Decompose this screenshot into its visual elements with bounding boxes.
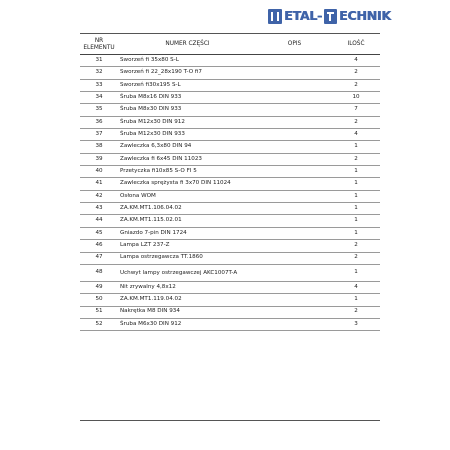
cell-part-name: Lampa LZT 237-Z — [118, 240, 257, 252]
cell-nr: 51 — [80, 306, 118, 318]
logo-m-mark-icon — [268, 9, 282, 24]
cell-quantity: 7 — [332, 104, 380, 116]
table-row — [80, 153, 380, 165]
cell-quantity: 2 — [332, 240, 380, 252]
cell-description — [257, 67, 332, 79]
cell-part-name: Śruba M8x30 DIN 933 — [118, 104, 257, 116]
table-row — [80, 264, 380, 281]
cell-nr: 45 — [80, 227, 118, 239]
cell-part-name: Sworzeń fi 22_28x190 T-O fi7 — [118, 67, 257, 79]
cell-quantity: 1 — [332, 264, 380, 281]
cell-nr: 34 — [80, 92, 118, 104]
table-row — [80, 318, 380, 330]
cell-description — [257, 227, 332, 239]
table-row — [80, 104, 380, 116]
table-row — [80, 178, 380, 190]
table-row — [80, 116, 380, 128]
cell-nr: 36 — [80, 116, 118, 128]
cell-part-name: Zawleczka 6,3x80 DIN 94 — [118, 141, 257, 153]
table-row — [80, 92, 380, 104]
table-row — [80, 79, 380, 91]
cell-quantity: 2 — [332, 252, 380, 264]
cell-quantity: 4 — [332, 281, 380, 293]
cell-nr: 52 — [80, 318, 118, 330]
cell-part-name: Śruba M8x16 DIN 933 — [118, 92, 257, 104]
table-row — [80, 215, 380, 227]
cell-quantity: 1 — [332, 190, 380, 202]
cell-quantity: 1 — [332, 203, 380, 215]
cell-description — [257, 240, 332, 252]
cell-part-name: Osłona WOM — [118, 190, 257, 202]
cell-nr: 41 — [80, 178, 118, 190]
table-row — [80, 67, 380, 79]
logo-text-technik: ECHNIK — [338, 8, 391, 23]
header-quantity: ILOŚĆ — [332, 35, 380, 55]
table-row — [80, 306, 380, 318]
cell-nr: 42 — [80, 190, 118, 202]
cell-description — [257, 116, 332, 128]
cell-nr: 33 — [80, 79, 118, 91]
cell-description — [257, 79, 332, 91]
logo-t-mark-icon — [324, 9, 337, 24]
cell-description — [257, 318, 332, 330]
cell-nr: 47 — [80, 252, 118, 264]
header-part-number: NUMER CZĘŚCI — [118, 35, 257, 55]
cell-part-name: ZA.KM.MT1.115.02.01 — [118, 215, 257, 227]
cell-quantity: 1 — [332, 227, 380, 239]
cell-nr: 46 — [80, 240, 118, 252]
cell-part-name: Nakrętka M8 DIN 934 — [118, 306, 257, 318]
cell-part-name: ZA.KM.MT1.106.04.02 — [118, 203, 257, 215]
cell-part-name: Zawleczka sprężysta fi 3x70 DIN 11024 — [118, 178, 257, 190]
table-row — [80, 252, 380, 264]
table-row — [80, 141, 380, 153]
cell-quantity: 4 — [332, 55, 380, 67]
cell-description — [257, 252, 332, 264]
cell-part-name: Sworzeń fi30x195 S-L — [118, 79, 257, 91]
cell-part-name: Nit zrywalny 4,8x12 — [118, 281, 257, 293]
header-description: OPIS — [257, 35, 332, 55]
cell-quantity: 1 — [332, 178, 380, 190]
table-row — [80, 240, 380, 252]
cell-quantity: 10 — [332, 92, 380, 104]
cell-quantity: 2 — [332, 153, 380, 165]
cell-part-name: Gniazdo 7-pin DIN 1724 — [118, 227, 257, 239]
cell-part-name: Zawleczka fi 6x45 DIN 11023 — [118, 153, 257, 165]
cell-description — [257, 129, 332, 141]
cell-part-name: Śruba M12x30 DIN 912 — [118, 116, 257, 128]
cell-quantity: 1 — [332, 166, 380, 178]
table-row — [80, 129, 380, 141]
table-row — [80, 190, 380, 202]
cell-nr: 44 — [80, 215, 118, 227]
cell-quantity: 2 — [332, 116, 380, 128]
cell-part-name: Śruba M6x30 DIN 912 — [118, 318, 257, 330]
cell-description — [257, 203, 332, 215]
cell-part-name: Przetyczka fi10x85 S-O FI 5 — [118, 166, 257, 178]
header-nr: NR ELEMENTU — [80, 35, 118, 55]
table-row — [80, 55, 380, 67]
table-row — [80, 203, 380, 215]
cell-quantity: 3 — [332, 318, 380, 330]
cell-quantity: 1 — [332, 215, 380, 227]
cell-part-name: Lampa ostrzegawcza TT.1860 — [118, 252, 257, 264]
cell-description — [257, 92, 332, 104]
cell-nr: 49 — [80, 281, 118, 293]
logo-text-metal: ETAL- — [284, 8, 322, 23]
cell-description — [257, 55, 332, 67]
cell-part-name: ZA.KM.MT1.119.04.02 — [118, 294, 257, 306]
cell-quantity: 1 — [332, 141, 380, 153]
parts-table — [80, 35, 380, 331]
cell-quantity: 4 — [332, 129, 380, 141]
cell-nr: 31 — [80, 55, 118, 67]
cell-description — [257, 281, 332, 293]
table-row — [80, 281, 380, 293]
table-row — [80, 294, 380, 306]
cell-quantity: 1 — [332, 294, 380, 306]
cell-nr: 50 — [80, 294, 118, 306]
cell-quantity: 2 — [332, 306, 380, 318]
cell-part-name: Uchwyt lampy ostrzegawczej AKC1007T-A — [118, 264, 257, 281]
cell-part-name: Sworzeń fi 35x80 S-L — [118, 55, 257, 67]
cell-nr: 39 — [80, 153, 118, 165]
cell-nr: 32 — [80, 67, 118, 79]
bottom-divider — [80, 420, 380, 421]
cell-part-name: Śruba M12x30 DIN 933 — [118, 129, 257, 141]
cell-description — [257, 104, 332, 116]
metal-technik-logo — [268, 7, 391, 25]
table-row — [80, 227, 380, 239]
table-row — [80, 166, 380, 178]
cell-description — [257, 190, 332, 202]
cell-quantity: 2 — [332, 67, 380, 79]
cell-nr: 48 — [80, 264, 118, 281]
cell-nr: 38 — [80, 141, 118, 153]
cell-description — [257, 306, 332, 318]
cell-nr: 35 — [80, 104, 118, 116]
cell-quantity: 2 — [332, 79, 380, 91]
cell-description — [257, 166, 332, 178]
cell-description — [257, 178, 332, 190]
cell-nr: 37 — [80, 129, 118, 141]
cell-nr: 43 — [80, 203, 118, 215]
cell-description — [257, 153, 332, 165]
cell-nr: 40 — [80, 166, 118, 178]
top-divider — [80, 33, 380, 34]
cell-description — [257, 264, 332, 281]
table-header-row — [80, 35, 380, 55]
cell-description — [257, 294, 332, 306]
cell-description — [257, 141, 332, 153]
cell-description — [257, 215, 332, 227]
